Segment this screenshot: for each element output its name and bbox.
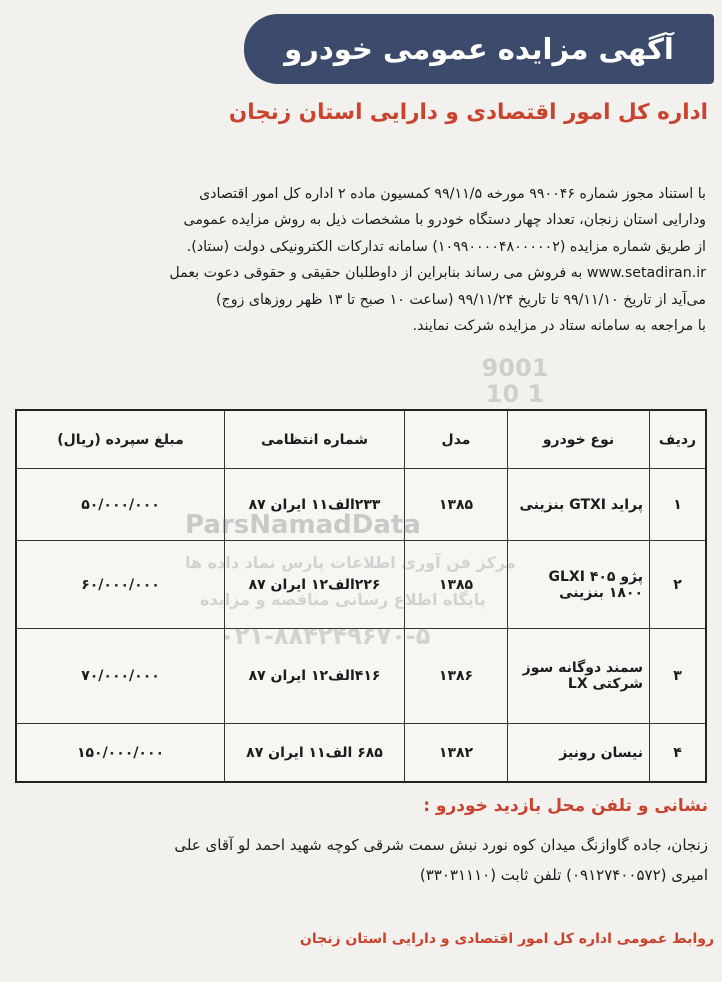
intro-paragraph: [16, 181, 706, 339]
watermark-line: مرکز فن آوری اطلاعات پارس نماد داده ها: [185, 553, 516, 572]
contact-line: امیری (۰۹۱۲۷۴۰۰۵۷۲) تلفن ثابت (۳۳۰۳۱۱۱۰): [419, 866, 708, 884]
intro-line: با استناد مجوز شماره ۹۹۰۰۴۶ مورخه ۹۹/۱۱/۵ کمسیون ماده ۲ اداره کل امور اقتصادی: [199, 186, 706, 202]
row-model: ۱۳۸۵: [404, 541, 507, 628]
row-deposit: ۷۰/۰۰۰/۰۰۰: [81, 668, 160, 684]
row-plate: ۶۸۵ الف۱۱ ایران ۸۷: [224, 724, 404, 781]
header-plate: شماره انتظامی: [224, 411, 404, 468]
watermark-line: پایگاه اطلاع رسانی مناقصه و مزایده: [200, 590, 486, 609]
intro-line: با مراجعه به سامانه ستاد در مزایده شرکت نمایند.: [412, 318, 706, 335]
row-deposit: ۱۵۰/۰۰۰/۰۰۰: [76, 744, 165, 761]
row-vehicle-type: پژو ۴۰۵ GLXI ۱۸۰۰ بنزینی: [507, 541, 649, 628]
row-plate: ۴۱۶الف۱۲ ایران ۸۷: [224, 629, 404, 723]
row-plate: ۲۲۶الف۱۲ ایران ۸۷: [224, 541, 404, 628]
intro-line: از طریق شماره مزایده (۱۰۹۹۰۰۰۰۴۸۰۰۰۰۰۲) سامانه تدارکات الکترونیکی دولت (ستاد).: [186, 238, 706, 255]
row-index: ۲: [649, 541, 705, 628]
row-model: ۱۳۸۵: [404, 469, 507, 540]
row-deposit: ۵۰/۰۰۰/۰۰۰: [81, 496, 160, 513]
watermark-digits: 9001 10 1: [481, 354, 549, 408]
contact-address: [14, 830, 708, 890]
row-index: ۳: [649, 629, 705, 723]
header-deposit: مبلغ سپرده (ریال): [57, 431, 184, 448]
title-banner: [244, 14, 714, 84]
table-header-row: [17, 411, 705, 469]
vehicles-table: [15, 409, 707, 783]
watermark-phone: ۰۲۱-۸۸۴۲۴۹۶۷۰-۵: [220, 622, 431, 650]
table-row: [17, 541, 705, 629]
contact-line: زنجان، جاده گاوازنگ میدان کوه نورد نبش سمت شرقی کوچه شهید احمد لو آقای علی: [174, 836, 708, 854]
organization-name: اداره کل امور اقتصادی و دارایی استان زنجان: [228, 100, 708, 125]
row-index: ۴: [649, 724, 705, 781]
notice-title: آگهی مزایده عمومی خودرو: [284, 32, 674, 66]
row-model: ۱۳۸۶: [404, 629, 507, 723]
contact-heading: نشانی و تلفن محل بازدید خودرو :: [423, 796, 708, 816]
row-vehicle-type: پراید GTXI بنزینی: [507, 469, 649, 540]
intro-line: می‌آید از تاریخ ۹۹/۱۱/۱۰ تا تاریخ ۹۹/۱۱/۲۴ (ساعت ۱۰ صبح تا ۱۳ ظهر روزهای زوج): [216, 291, 706, 308]
watermark-brand: ParsNamadData: [185, 510, 421, 540]
row-deposit: ۶۰/۰۰۰/۰۰۰: [81, 576, 160, 593]
row-vehicle-type: سمند دوگانه سوز شرکتی LX: [507, 629, 649, 723]
row-index: ۱: [649, 469, 705, 540]
row-model: ۱۳۸۲: [404, 724, 507, 781]
public-relations-footer: روابط عمومی اداره کل امور اقتصادی و دارایی استان زنجان: [299, 931, 714, 947]
row-plate: ۲۳۳الف۱۱ ایران ۸۷: [224, 469, 404, 540]
table-row: [17, 629, 705, 724]
table-row: [17, 469, 705, 541]
row-vehicle-type: نیسان رونیز: [507, 724, 649, 781]
intro-line: ودارایی استان زنجان، تعداد چهار دستگاه خودرو با مشخصات ذیل به روش مزایده عمومی: [183, 212, 706, 229]
header-model: مدل: [404, 411, 507, 468]
header-index: ردیف: [649, 411, 705, 468]
header-type: نوع خودرو: [507, 411, 649, 468]
intro-line: www.setadiran.ir به فروش می رساند بنابراین از داوطلبان حقیقی و حقوقی دعوت بعمل: [169, 265, 706, 282]
table-row: [17, 724, 705, 781]
